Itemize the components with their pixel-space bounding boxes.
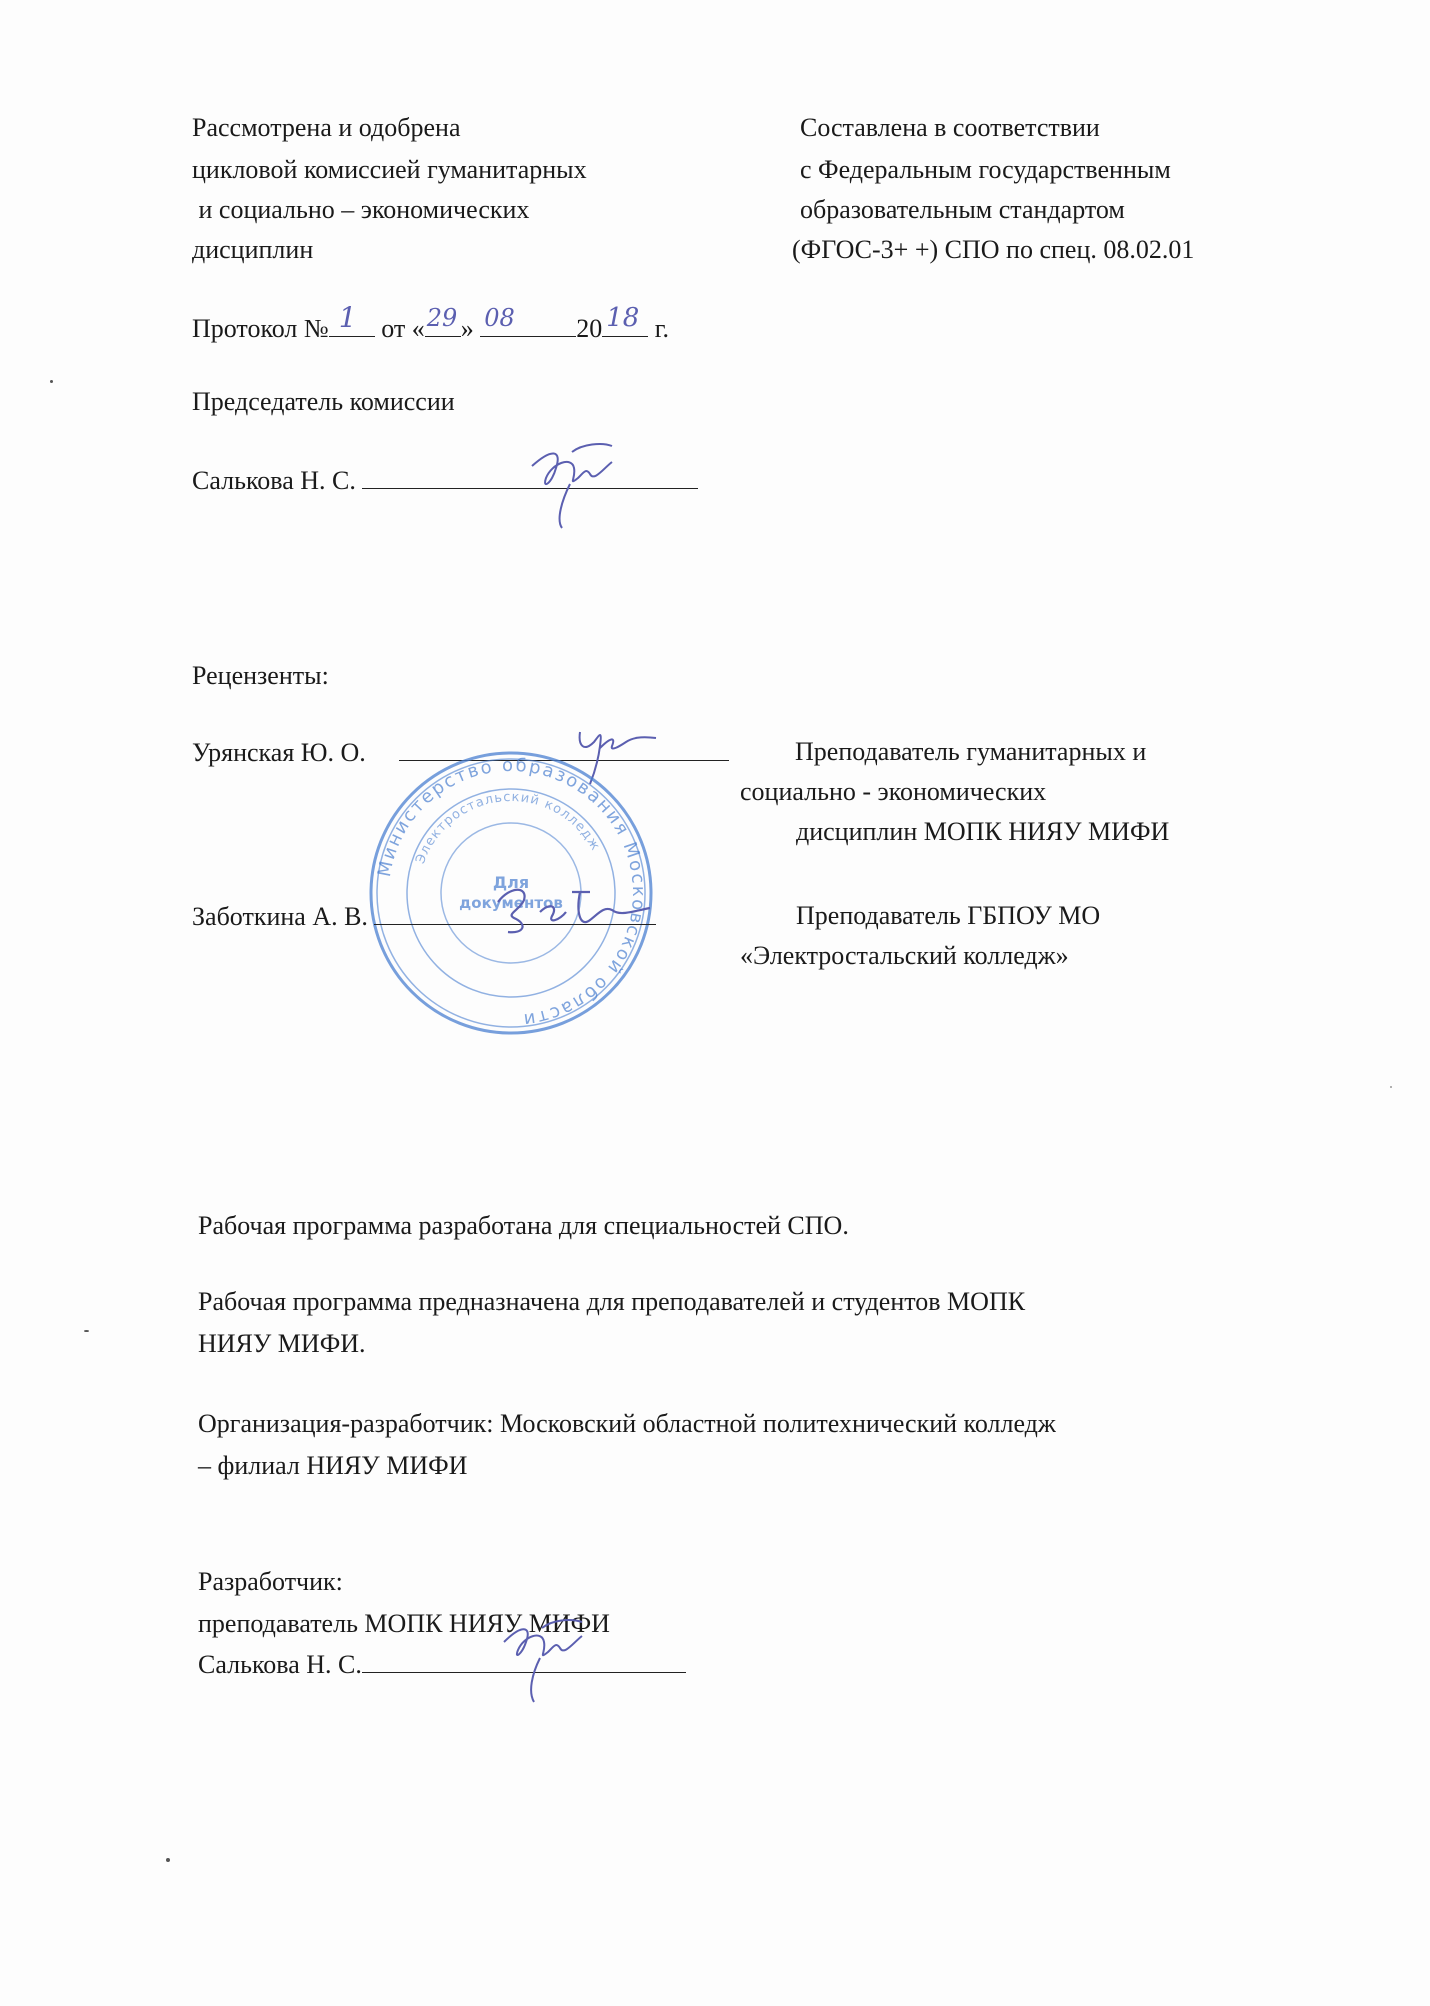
right-header-line3: образовательным стандартом — [800, 195, 1125, 224]
chairman-name: Салькова Н. С. — [192, 466, 356, 495]
protocol-from: от « — [381, 314, 425, 343]
seal-inner-text: Электростальский колледж — [413, 789, 603, 866]
protocol-day-handwritten: 29 — [426, 304, 458, 332]
left-header-line3: и социально – экономических — [192, 195, 530, 224]
paragraph-purpose-line1: Рабочая программа предназначена для преподавателей и студентов МОПК — [198, 1287, 1026, 1316]
right-header-line1: Составлена в соответствии — [800, 113, 1100, 142]
protocol-line — [192, 301, 669, 345]
paragraph-specialties: Рабочая программа разработана для специальностей СПО. — [198, 1211, 849, 1240]
reviewer1-position-line1: Преподаватель гуманитарных и — [795, 737, 1147, 766]
right-header-line2: с Федеральным государственным — [800, 155, 1171, 184]
scan-speck — [1390, 1086, 1392, 1088]
chairman-title: Председатель комиссии — [192, 387, 455, 416]
seal-center-line1: Для — [492, 873, 530, 892]
left-header-line1: Рассмотрена и одобрена — [192, 113, 461, 142]
paragraph-purpose-line2: НИЯУ МИФИ. — [198, 1329, 366, 1358]
seal-outer-text: Министерство образования Московской области — [373, 754, 650, 1031]
reviewer1-name: Урянская Ю. О. — [192, 738, 366, 767]
reviewer2-position-line1: Преподаватель ГБПОУ МО — [796, 901, 1101, 930]
developer-position: преподаватель МОПК НИЯУ МИФИ — [198, 1609, 610, 1638]
protocol-number-handwritten: 1 — [338, 301, 357, 334]
left-header-line2: цикловой комиссией гуманитарных — [192, 155, 587, 184]
left-header-line4: дисциплин — [192, 235, 314, 264]
protocol-number-field — [329, 301, 375, 337]
right-header-line4: (ФГОС-3+ +) СПО по спец. 08.02.01 — [792, 235, 1195, 264]
protocol-suffix: г. — [654, 314, 669, 343]
developer-name: Салькова Н. С. — [198, 1650, 362, 1679]
scan-speck — [50, 380, 53, 383]
reviewer1-position-line3: дисциплин МОПК НИЯУ МИФИ — [796, 817, 1170, 846]
reviewer2-signature — [480, 872, 680, 952]
protocol-month-handwritten: 08 — [484, 304, 515, 332]
seal-center-line2: документов — [459, 894, 563, 912]
scan-speck — [84, 1330, 89, 1332]
developer-signature — [490, 1612, 600, 1712]
developer-row — [198, 1648, 686, 1681]
protocol-day-field — [425, 304, 461, 337]
protocol-month-field — [480, 304, 576, 337]
reviewer2-position-line2: «Электростальский колледж» — [740, 941, 1069, 970]
paragraph-organization-line1: Организация-разработчик: Московский областной политехнический колледж — [198, 1409, 1056, 1438]
developer-heading: Разработчик: — [198, 1567, 343, 1596]
chairman-signature — [512, 438, 642, 538]
reviewer2-name: Заботкина А. В. — [192, 902, 368, 931]
protocol-year-field — [602, 303, 648, 337]
protocol-year-prefix: 20 — [576, 314, 603, 343]
svg-text:Электростальский колледж — [413, 790, 603, 866]
protocol-prefix: Протокол № — [192, 314, 329, 343]
reviewer1-position-line2: социально - экономических — [740, 777, 1047, 806]
protocol-close-quote: » — [460, 314, 474, 343]
scan-speck — [166, 1858, 170, 1862]
protocol-year-handwritten: 18 — [606, 303, 640, 333]
reviewers-heading: Рецензенты: — [192, 661, 329, 690]
paragraph-organization-line2: – филиал НИЯУ МИФИ — [198, 1451, 468, 1480]
